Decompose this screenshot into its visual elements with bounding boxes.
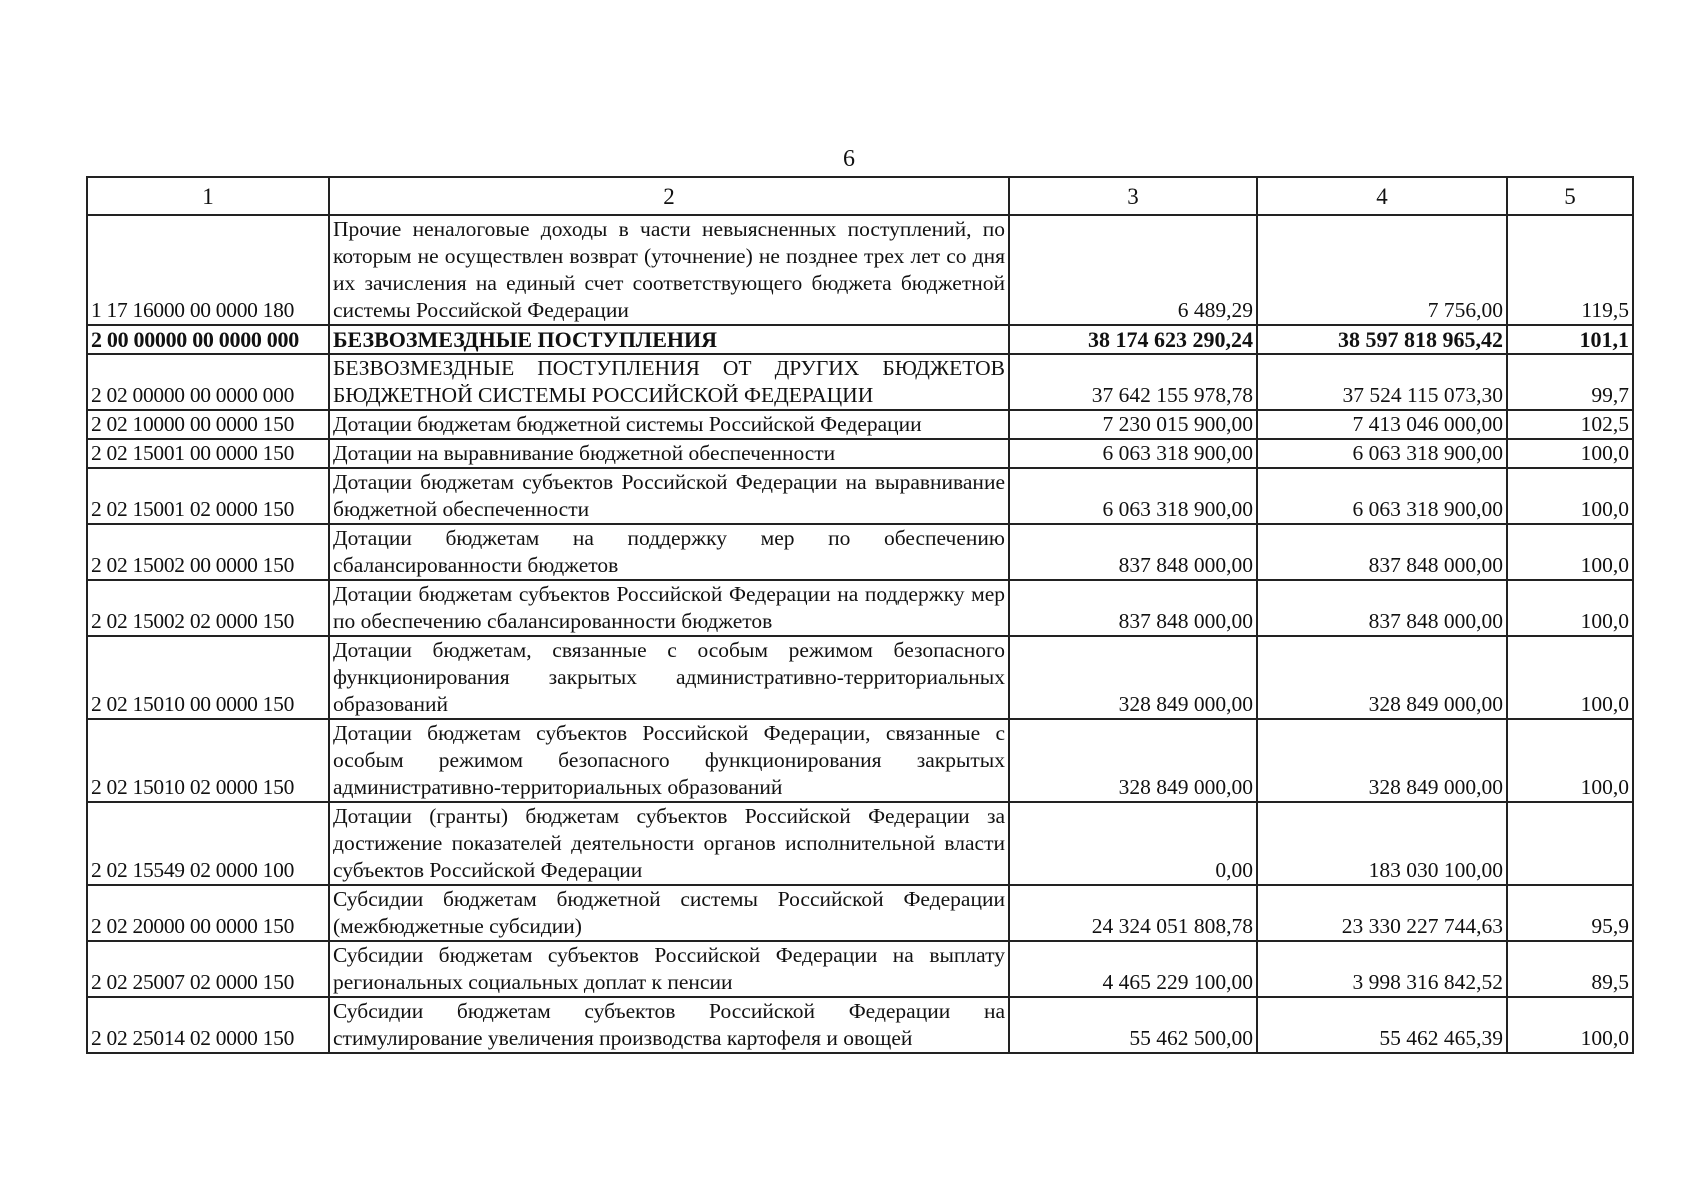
table-row bbox=[87, 885, 1633, 941]
row-code: 1 17 16000 00 0000 180 bbox=[87, 215, 329, 325]
table-row bbox=[87, 524, 1633, 580]
row-col5: 100,0 bbox=[1507, 636, 1633, 719]
row-col5 bbox=[1507, 802, 1633, 885]
page-number: 6 bbox=[843, 146, 855, 172]
row-col5: 100,0 bbox=[1507, 468, 1633, 524]
row-col4: 7 413 046 000,00 bbox=[1257, 410, 1507, 439]
row-col4: 55 462 465,39 bbox=[1257, 997, 1507, 1053]
row-name: Дотации бюджетам бюджетной системы Российской Федерации bbox=[329, 410, 1009, 439]
row-col4: 38 597 818 965,42 bbox=[1257, 325, 1507, 354]
row-col3: 4 465 229 100,00 bbox=[1009, 941, 1257, 997]
row-col3: 38 174 623 290,24 bbox=[1009, 325, 1257, 354]
row-col5: 100,0 bbox=[1507, 719, 1633, 802]
row-code: 2 02 20000 00 0000 150 bbox=[87, 885, 329, 941]
row-col4: 37 524 115 073,30 bbox=[1257, 354, 1507, 410]
row-name: Прочие неналоговые доходы в части невыясненных поступлений, по которым не осуществлен возврат (уточнение) не позднее трех лет со дня их зачисления на единый счет соответствующего бюджета бюджетной системы Российской Федерации bbox=[329, 215, 1009, 325]
row-col3: 55 462 500,00 bbox=[1009, 997, 1257, 1053]
row-code: 2 02 15001 00 0000 150 bbox=[87, 439, 329, 468]
header-col-1: 1 bbox=[87, 177, 329, 215]
row-code: 2 00 00000 00 0000 000 bbox=[87, 325, 329, 354]
row-name: Субсидии бюджетам субъектов Российской Федерации на выплату региональных социальных доплат к пенсии bbox=[329, 941, 1009, 997]
row-name: Дотации бюджетам на поддержку мер по обеспечению сбалансированности бюджетов bbox=[329, 524, 1009, 580]
row-col3: 6 063 318 900,00 bbox=[1009, 468, 1257, 524]
row-name: Дотации бюджетам субъектов Российской Федерации на поддержку мер по обеспечению сбалансированности бюджетов bbox=[329, 580, 1009, 636]
row-name: Дотации на выравнивание бюджетной обеспеченности bbox=[329, 439, 1009, 468]
row-name: Субсидии бюджетам бюджетной системы Российской Федерации (межбюджетные субсидии) bbox=[329, 885, 1009, 941]
row-col4: 837 848 000,00 bbox=[1257, 524, 1507, 580]
row-col3: 837 848 000,00 bbox=[1009, 524, 1257, 580]
row-col4: 837 848 000,00 bbox=[1257, 580, 1507, 636]
table-row bbox=[87, 468, 1633, 524]
row-code: 2 02 10000 00 0000 150 bbox=[87, 410, 329, 439]
row-col3: 6 063 318 900,00 bbox=[1009, 439, 1257, 468]
row-col3: 24 324 051 808,78 bbox=[1009, 885, 1257, 941]
table-row bbox=[87, 439, 1633, 468]
table-row bbox=[87, 580, 1633, 636]
row-code: 2 02 15549 02 0000 100 bbox=[87, 802, 329, 885]
table-row bbox=[87, 215, 1633, 325]
header-col-3: 3 bbox=[1009, 177, 1257, 215]
header-col-4: 4 bbox=[1257, 177, 1507, 215]
table-row bbox=[87, 636, 1633, 719]
table-row bbox=[87, 941, 1633, 997]
header-col-2: 2 bbox=[329, 177, 1009, 215]
row-col3: 328 849 000,00 bbox=[1009, 636, 1257, 719]
row-name: БЕЗВОЗМЕЗДНЫЕ ПОСТУПЛЕНИЯ ОТ ДРУГИХ БЮДЖЕТОВ БЮДЖЕТНОЙ СИСТЕМЫ РОССИЙСКОЙ ФЕДЕРАЦИИ bbox=[329, 354, 1009, 410]
row-code: 2 02 00000 00 0000 000 bbox=[87, 354, 329, 410]
row-col5: 99,7 bbox=[1507, 354, 1633, 410]
row-col3: 6 489,29 bbox=[1009, 215, 1257, 325]
row-col4: 328 849 000,00 bbox=[1257, 636, 1507, 719]
row-col5: 100,0 bbox=[1507, 997, 1633, 1053]
row-col5: 100,0 bbox=[1507, 524, 1633, 580]
row-col5: 89,5 bbox=[1507, 941, 1633, 997]
row-name: БЕЗВОЗМЕЗДНЫЕ ПОСТУПЛЕНИЯ bbox=[329, 325, 1009, 354]
row-col5: 119,5 bbox=[1507, 215, 1633, 325]
row-col4: 3 998 316 842,52 bbox=[1257, 941, 1507, 997]
row-col3: 0,00 bbox=[1009, 802, 1257, 885]
row-col4: 6 063 318 900,00 bbox=[1257, 439, 1507, 468]
row-col4: 7 756,00 bbox=[1257, 215, 1507, 325]
row-code: 2 02 15002 00 0000 150 bbox=[87, 524, 329, 580]
row-col3: 37 642 155 978,78 bbox=[1009, 354, 1257, 410]
row-col5: 101,1 bbox=[1507, 325, 1633, 354]
budget-table bbox=[86, 176, 1634, 1054]
row-code: 2 02 15001 02 0000 150 bbox=[87, 468, 329, 524]
row-col3: 7 230 015 900,00 bbox=[1009, 410, 1257, 439]
row-col3: 328 849 000,00 bbox=[1009, 719, 1257, 802]
row-code: 2 02 15002 02 0000 150 bbox=[87, 580, 329, 636]
row-col5: 100,0 bbox=[1507, 580, 1633, 636]
row-col3: 837 848 000,00 bbox=[1009, 580, 1257, 636]
row-col4: 328 849 000,00 bbox=[1257, 719, 1507, 802]
row-col4: 183 030 100,00 bbox=[1257, 802, 1507, 885]
table-row bbox=[87, 410, 1633, 439]
table-row bbox=[87, 802, 1633, 885]
table-row bbox=[87, 997, 1633, 1053]
row-col5: 100,0 bbox=[1507, 439, 1633, 468]
table-row-total bbox=[87, 325, 1633, 354]
row-col5: 102,5 bbox=[1507, 410, 1633, 439]
table-body bbox=[87, 215, 1633, 1053]
row-name: Субсидии бюджетам субъектов Российской Федерации на стимулирование увеличения производства картофеля и овощей bbox=[329, 997, 1009, 1053]
header-col-5: 5 bbox=[1507, 177, 1633, 215]
row-name: Дотации бюджетам, связанные с особым режимом безопасного функционирования закрытых административно-территориальных образований bbox=[329, 636, 1009, 719]
row-name: Дотации бюджетам субъектов Российской Федерации на выравнивание бюджетной обеспеченности bbox=[329, 468, 1009, 524]
table-header-row bbox=[87, 177, 1633, 215]
row-code: 2 02 15010 00 0000 150 bbox=[87, 636, 329, 719]
row-col4: 6 063 318 900,00 bbox=[1257, 468, 1507, 524]
row-col4: 23 330 227 744,63 bbox=[1257, 885, 1507, 941]
row-code: 2 02 25007 02 0000 150 bbox=[87, 941, 329, 997]
table-row bbox=[87, 354, 1633, 410]
row-code: 2 02 15010 02 0000 150 bbox=[87, 719, 329, 802]
row-name: Дотации (гранты) бюджетам субъектов Российской Федерации за достижение показателей деятельности органов исполнительной власти субъектов Российской Федерации bbox=[329, 802, 1009, 885]
row-code: 2 02 25014 02 0000 150 bbox=[87, 997, 329, 1053]
table-row bbox=[87, 719, 1633, 802]
row-col5: 95,9 bbox=[1507, 885, 1633, 941]
row-name: Дотации бюджетам субъектов Российской Федерации, связанные с особым режимом безопасного функционирования закрытых административно-территориальных образований bbox=[329, 719, 1009, 802]
